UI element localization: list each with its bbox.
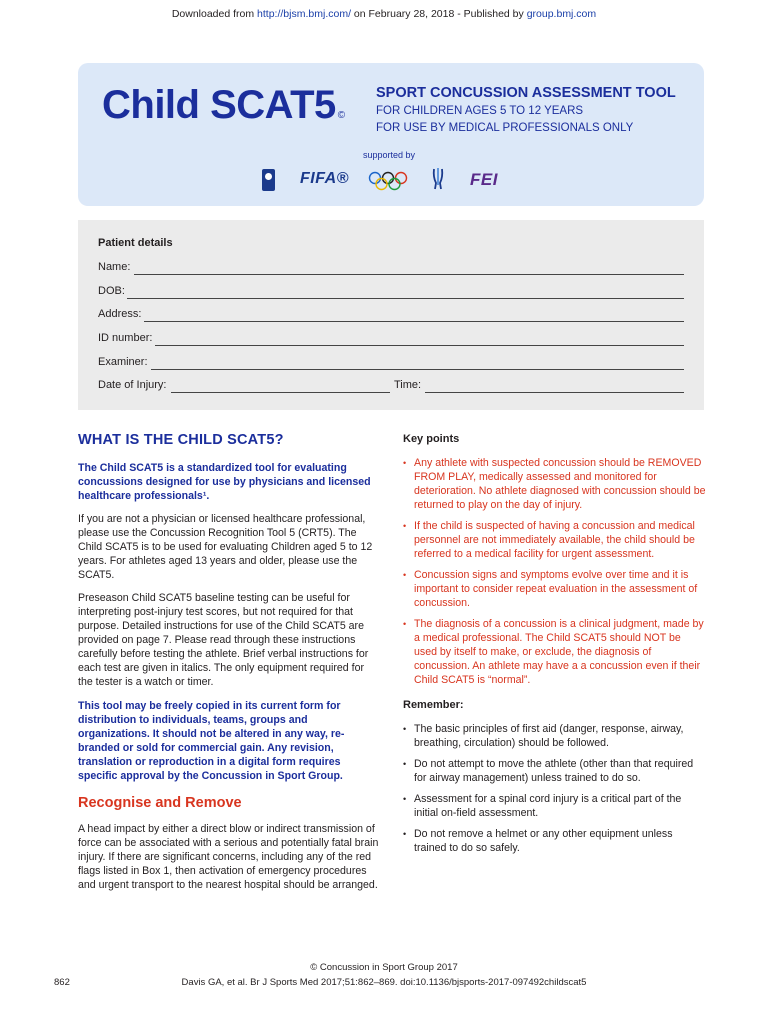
tool-title: SPORT CONCUSSION ASSESSMENT TOOL	[376, 85, 676, 101]
remember-item: • The basic principles of first aid (danger, response, airway, breathing, circulation) should be followed.	[403, 722, 706, 750]
remember-item: • Do not remove a helmet or any other equipment unless trained to do so safely.	[403, 827, 706, 855]
address-field[interactable]	[144, 321, 684, 322]
olympic-rings-icon	[368, 171, 408, 191]
time-label: Time:	[394, 379, 422, 391]
examiner-label: Examiner:	[98, 356, 148, 368]
key-points-list	[403, 456, 706, 694]
address-row	[98, 308, 684, 322]
key-point-item: • The diagnosis of a concussion is a clinical judgment, made by a medical professional. The Child SCAT5 should NOT be used by itself to make, or exclude, the diagnosis of concussion. An athlete may have a a concussion even if their Child SCAT5 is “normal”.	[403, 617, 706, 687]
dob-field[interactable]	[127, 298, 684, 299]
what-is-heading: WHAT IS THE CHILD SCAT5?	[78, 432, 284, 448]
key-point-item: • If the child is suspected of having a concussion and medical personnel are not immediately available, the child should be referred to a medical facility for urgent assessment.	[403, 519, 706, 561]
ice-hockey-logo-icon	[262, 169, 275, 191]
copyright-notice-paragraph: This tool may be freely copied in its current form for distribution to individuals, teams, groups and organizations. It should not be altered in any way, re-branded or sold for commercial gain. Any revision, translation or reproduction in a digital form requires specific approval by the Concussion in Sport Group.	[78, 700, 345, 782]
world-rugby-logo-icon	[432, 167, 444, 191]
tool-subtitle-ages: FOR CHILDREN AGES 5 TO 12 YEARS	[376, 105, 584, 117]
time-field[interactable]	[425, 392, 684, 393]
id-number-row	[98, 332, 684, 346]
address-label: Address:	[98, 308, 142, 320]
key-point-item: • Concussion signs and symptoms evolve over time and it is important to consider repeat evaluation in the assessment of concussion.	[403, 568, 706, 610]
fifa-logo: FIFA®	[300, 170, 349, 187]
key-point-item: • Any athlete with suspected concussion should be REMOVED FROM PLAY, medically assessed and monitored for deterioration. No athlete diagnosed with concussion should be returned to play on the day of injury.	[403, 456, 706, 512]
dob-label: DOB:	[98, 285, 125, 297]
supported-by-label: supported by	[363, 150, 416, 160]
remember-heading: Remember:	[403, 699, 464, 711]
dob-row	[98, 285, 684, 299]
id-number-field[interactable]	[155, 345, 684, 346]
crt5-paragraph: If you are not a physician or licensed healthcare professional, please use the Concussion Recognition Tool 5 (CRT5). The Child SCAT5 is to be used for evaluating Children aged 5 to 12 years. For athletes aged 13 years and older, please use the SCAT5.	[78, 513, 373, 581]
download-middle: on February 28, 2018 - Published by	[351, 8, 527, 20]
remember-list	[403, 722, 706, 862]
bjsm-link[interactable]: http://bjsm.bmj.com/	[257, 8, 351, 20]
intro-paragraph: The Child SCAT5 is a standardized tool for evaluating concussions designed for use by physicians and licensed healthcare professionals¹.	[78, 462, 371, 502]
name-row	[98, 261, 684, 275]
footer-copyright: © Concussion in Sport Group 2017	[310, 962, 458, 973]
footer-citation: Davis GA, et al. Br J Sports Med 2017;51:862–869. doi:10.1136/bjsports-2017-097492childscat5	[181, 977, 587, 988]
id-number-label: ID number:	[98, 332, 153, 344]
date-of-injury-field[interactable]	[171, 392, 390, 393]
sponsor-logos	[262, 167, 522, 193]
download-prefix: Downloaded from	[171, 8, 258, 20]
recognise-remove-heading: Recognise and Remove	[78, 795, 242, 811]
name-label: Name:	[98, 261, 131, 273]
copyright-mark: ©	[337, 110, 345, 121]
name-field[interactable]	[134, 274, 684, 275]
header-banner	[78, 63, 704, 206]
tool-subtitle-professionals: FOR USE BY MEDICAL PROFESSIONALS ONLY	[376, 122, 634, 134]
date-of-injury-label: Date of Injury:	[98, 379, 167, 391]
page-number: 862	[54, 977, 70, 988]
fei-logo: FEI	[470, 170, 498, 189]
patient-details-title: Patient details	[98, 237, 173, 249]
baseline-paragraph: Preseason Child SCAT5 baseline testing can be useful for interpreting post-injury test scores, but not required for that purpose. Detailed instructions for use of the Child SCAT5 are provided on page 7. Please read through these instructions carefully before testing the athlete. Brief verbal instructions for each test are given in italics. The only equipment required for the tester is a watch or timer.	[78, 592, 369, 688]
examiner-field[interactable]	[151, 369, 684, 370]
download-line	[0, 8, 768, 20]
remember-item: • Assessment for a spinal cord injury is a critical part of the initial on-field assessment.	[403, 792, 706, 820]
key-points-heading: Key points	[403, 433, 460, 445]
group-bmj-link[interactable]: group.bmj.com	[526, 8, 597, 20]
head-impact-paragraph: A head impact by either a direct blow or indirect transmission of force can be associated with a serious and potentially fatal brain injury. If there are significant concerns, including any of the red flags listed in Box 1, then activation of emergency procedures and urgent transport to the nearest hospital should be arranged.	[78, 823, 379, 891]
injury-date-row	[98, 379, 684, 393]
remember-item: • Do not attempt to move the athlete (other than that required for airway management) unless trained to do so.	[403, 757, 706, 785]
examiner-row	[98, 356, 684, 370]
patient-details-box	[78, 220, 704, 410]
logo-text: Child SCAT5	[102, 83, 336, 127]
child-scat5-logo	[102, 83, 345, 128]
